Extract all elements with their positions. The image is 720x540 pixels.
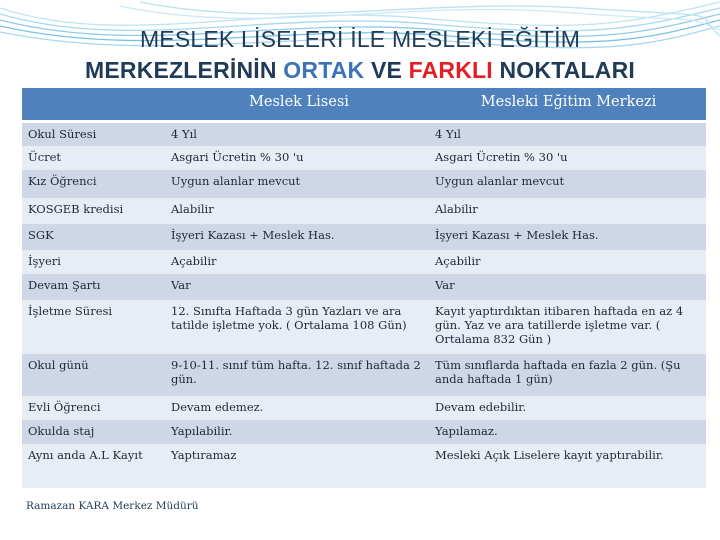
table-row [22, 420, 706, 444]
meslek-lisesi-cell: Devam edemez. [167, 396, 431, 420]
meslek-lisesi-cell: Alabilir [167, 198, 431, 224]
meslek-lisesi-cell: İşyeri Kazası + Meslek Has. [167, 224, 431, 250]
row-label-cell: Aynı anda A.L Kayıt [22, 444, 167, 488]
meslek-lisesi-cell: Yapılabilir. [167, 420, 431, 444]
title-accent-word-ortak: ORTAK [283, 57, 365, 83]
row-label-cell: Okul günü [22, 354, 167, 396]
meb-merkezi-cell: 4 Yıl [431, 122, 706, 146]
row-label-cell: SGK [22, 224, 167, 250]
row-label-cell: Okul Süresi [22, 122, 167, 146]
meslek-lisesi-cell: Açabilir [167, 250, 431, 274]
meslek-lisesi-cell: Uygun alanlar mevcut [167, 170, 431, 198]
title-line-1: MESLEK LİSELERİ İLE MESLEKİ EĞİTİM [139, 26, 581, 52]
header-cell-mesleki-egitim-merkezi: Mesleki Eğitim Merkezi [431, 88, 706, 122]
table-row [22, 396, 706, 420]
table-row [22, 198, 706, 224]
row-label-cell: Devam Şartı [22, 274, 167, 300]
title-line-2 [0, 55, 720, 86]
row-label-cell: Okulda staj [22, 420, 167, 444]
meslek-lisesi-cell: 12. Sınıfta Haftada 3 gün Yazları ve ara tatilde işletme yok. ( Ortalama 108 Gün) [167, 300, 431, 354]
meb-merkezi-cell: Tüm sınıflarda haftada en fazla 2 gün. (Şu anda haftada 1 gün) [431, 354, 706, 396]
meslek-lisesi-cell: 4 Yıl [167, 122, 431, 146]
meb-merkezi-cell: İşyeri Kazası + Meslek Has. [431, 224, 706, 250]
row-label-cell: İşletme Süresi [22, 300, 167, 354]
meb-merkezi-cell: Devam edebilir. [431, 396, 706, 420]
meb-merkezi-cell: Yapılamaz. [431, 420, 706, 444]
meb-merkezi-cell: Mesleki Açık Liselere kayıt yaptırabilir. [431, 444, 706, 488]
table-row [22, 250, 706, 274]
meb-merkezi-cell: Açabilir [431, 250, 706, 274]
meslek-lisesi-cell: Yaptıramaz [167, 444, 431, 488]
title-word: NOKTALARI [499, 57, 636, 83]
meb-merkezi-cell: Alabilir [431, 198, 706, 224]
row-label-cell: KOSGEB kredisi [22, 198, 167, 224]
title-word: MERKEZLERİNİN [84, 57, 277, 83]
title-word: VE [370, 57, 403, 83]
footer-author: Ramazan KARA Merkez Müdürü [26, 500, 199, 512]
table-row [22, 122, 706, 146]
header-cell-empty [22, 88, 167, 122]
row-label-cell: Evli Öğrenci [22, 396, 167, 420]
meb-merkezi-cell: Var [431, 274, 706, 300]
meslek-lisesi-cell: 9-10-11. sınıf tüm hafta. 12. sınıf haftada 2 gün. [167, 354, 431, 396]
row-label-cell: Ücret [22, 146, 167, 170]
comparison-table [22, 88, 706, 488]
meb-merkezi-cell: Uygun alanlar mevcut [431, 170, 706, 198]
page-title [0, 24, 720, 86]
meslek-lisesi-cell: Asgari Ücretin % 30 'u [167, 146, 431, 170]
table-row [22, 170, 706, 198]
table-row [22, 354, 706, 396]
table-row [22, 444, 706, 488]
meslek-lisesi-cell: Var [167, 274, 431, 300]
header-cell-meslek-lisesi: Meslek Lisesi [167, 88, 431, 122]
title-accent-word-farkli: FARKLI [408, 57, 493, 83]
row-label-cell: İşyeri [22, 250, 167, 274]
table-header-row [22, 88, 706, 122]
table-row [22, 146, 706, 170]
table-row [22, 274, 706, 300]
table-row [22, 224, 706, 250]
meb-merkezi-cell: Asgari Ücretin % 30 'u [431, 146, 706, 170]
table-row [22, 300, 706, 354]
meb-merkezi-cell: Kayıt yaptırdıktan itibaren haftada en az 4 gün. Yaz ve ara tatillerde işletme var. ( Ortalama 832 Gün ) [431, 300, 706, 354]
row-label-cell: Kız Öğrenci [22, 170, 167, 198]
